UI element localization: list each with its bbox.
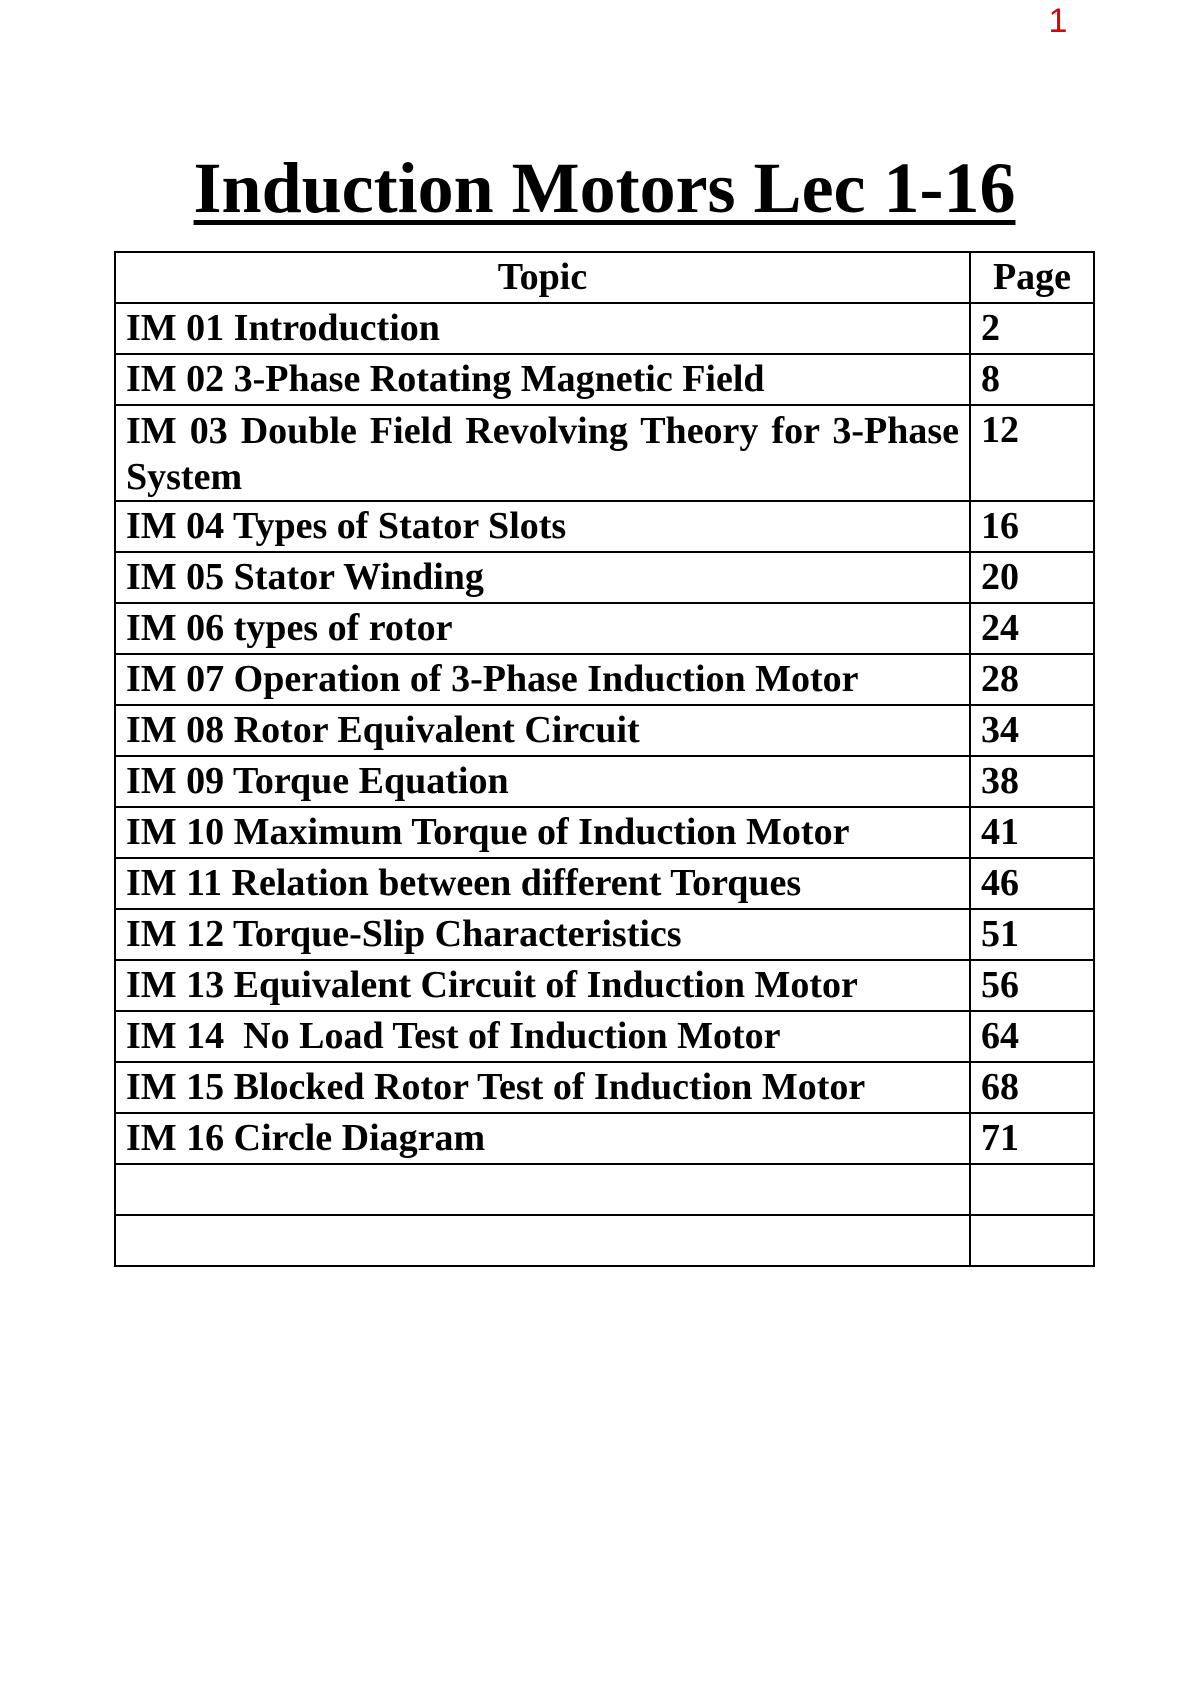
column-header-topic: Topic bbox=[115, 252, 970, 303]
table-row bbox=[115, 1062, 1094, 1113]
table-row bbox=[115, 654, 1094, 705]
page-cell: 38 bbox=[970, 756, 1094, 807]
page-cell: 20 bbox=[970, 552, 1094, 603]
topic-cell: IM 07 Operation of 3-Phase Induction Motor bbox=[115, 654, 970, 705]
page-cell: 68 bbox=[970, 1062, 1094, 1113]
topic-cell: IM 08 Rotor Equivalent Circuit bbox=[115, 705, 970, 756]
table-row bbox=[115, 303, 1094, 354]
table-row bbox=[115, 1113, 1094, 1164]
page-cell: 24 bbox=[970, 603, 1094, 654]
topic-cell: IM 13 Equivalent Circuit of Induction Motor bbox=[115, 960, 970, 1011]
table-header-row bbox=[115, 252, 1094, 303]
topic-cell: IM 03 Double Field Revolving Theory for 3-Phase System bbox=[115, 405, 970, 501]
topic-cell: IM 01 Introduction bbox=[115, 303, 970, 354]
page-cell: 46 bbox=[970, 858, 1094, 909]
page-cell: 2 bbox=[970, 303, 1094, 354]
topic-cell bbox=[115, 1215, 970, 1266]
page-cell: 51 bbox=[970, 909, 1094, 960]
page-cell: 12 bbox=[970, 405, 1094, 501]
table-row bbox=[115, 807, 1094, 858]
table-of-contents bbox=[114, 251, 1095, 1267]
topic-cell: IM 11 Relation between different Torques bbox=[115, 858, 970, 909]
table-row bbox=[115, 960, 1094, 1011]
page-cell: 28 bbox=[970, 654, 1094, 705]
table-row bbox=[115, 705, 1094, 756]
page-number: 1 bbox=[1048, 2, 1068, 40]
page-cell bbox=[970, 1215, 1094, 1266]
table-row bbox=[115, 858, 1094, 909]
topic-cell: IM 06 types of rotor bbox=[115, 603, 970, 654]
page-cell: 56 bbox=[970, 960, 1094, 1011]
table-row-empty bbox=[115, 1164, 1094, 1215]
page-cell: 41 bbox=[970, 807, 1094, 858]
column-header-page: Page bbox=[970, 252, 1094, 303]
topic-cell: IM 04 Types of Stator Slots bbox=[115, 501, 970, 552]
table-row bbox=[115, 1011, 1094, 1062]
page-cell: 64 bbox=[970, 1011, 1094, 1062]
topic-cell: IM 05 Stator Winding bbox=[115, 552, 970, 603]
topic-cell: IM 12 Torque-Slip Characteristics bbox=[115, 909, 970, 960]
page-cell: 34 bbox=[970, 705, 1094, 756]
page-cell: 16 bbox=[970, 501, 1094, 552]
topic-cell: IM 14 No Load Test of Induction Motor bbox=[115, 1011, 970, 1062]
table-row bbox=[115, 603, 1094, 654]
table-row bbox=[115, 552, 1094, 603]
topic-cell: IM 15 Blocked Rotor Test of Induction Motor bbox=[115, 1062, 970, 1113]
document-title bbox=[0, 148, 1200, 228]
topic-cell: IM 09 Torque Equation bbox=[115, 756, 970, 807]
topic-cell: IM 10 Maximum Torque of Induction Motor bbox=[115, 807, 970, 858]
table-row bbox=[115, 354, 1094, 405]
page-cell bbox=[970, 1164, 1094, 1215]
topic-cell: IM 02 3-Phase Rotating Magnetic Field bbox=[115, 354, 970, 405]
table-row bbox=[115, 909, 1094, 960]
topic-cell: IM 16 Circle Diagram bbox=[115, 1113, 970, 1164]
topic-cell bbox=[115, 1164, 970, 1215]
page-cell: 71 bbox=[970, 1113, 1094, 1164]
table-row-empty bbox=[115, 1215, 1094, 1266]
page-cell: 8 bbox=[970, 354, 1094, 405]
table-row bbox=[115, 501, 1094, 552]
document-title-text: Induction Motors Lec 1-16 bbox=[193, 148, 1016, 228]
table-row bbox=[115, 405, 1094, 501]
table-row bbox=[115, 756, 1094, 807]
